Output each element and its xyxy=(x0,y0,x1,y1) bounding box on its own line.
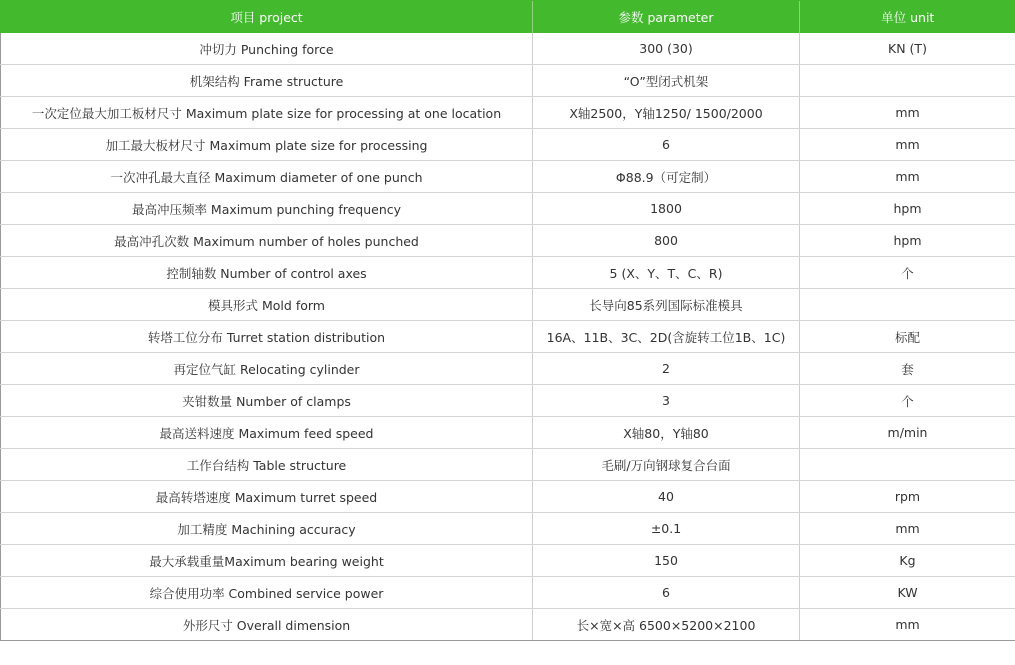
project-cell: 加工精度 Machining accuracy xyxy=(1,513,533,545)
table-row xyxy=(1,417,1015,449)
project-cell: 工作台结构 Table structure xyxy=(1,449,533,481)
unit-cell: mm xyxy=(800,129,1015,161)
parameter-cell: 40 xyxy=(533,481,800,513)
project-cell: 转塔工位分布 Turret station distribution xyxy=(1,321,533,353)
parameter-cell: “O”型闭式机架 xyxy=(533,65,800,97)
parameter-cell: 150 xyxy=(533,545,800,577)
table-row xyxy=(1,449,1015,481)
parameter-cell: 300 (30) xyxy=(533,33,800,65)
unit-cell: 个 xyxy=(800,257,1015,289)
parameter-cell: X轴2500，Y轴1250/ 1500/2000 xyxy=(533,97,800,129)
project-cell: 控制轴数 Number of control axes xyxy=(1,257,533,289)
project-cell: 一次定位最大加工板材尺寸 Maximum plate size for processing at one location xyxy=(1,97,533,129)
table-row xyxy=(1,353,1015,385)
table-row xyxy=(1,161,1015,193)
unit-cell: mm xyxy=(800,97,1015,129)
table-header xyxy=(1,1,1015,34)
unit-cell: 个 xyxy=(800,385,1015,417)
table-row xyxy=(1,65,1015,97)
parameter-cell: 6 xyxy=(533,129,800,161)
unit-cell: 标配 xyxy=(800,321,1015,353)
table-row xyxy=(1,481,1015,513)
unit-cell: KN (T) xyxy=(800,33,1015,65)
header-unit: 单位 unit xyxy=(800,1,1015,34)
table-row xyxy=(1,385,1015,417)
project-cell: 一次冲孔最大直径 Maximum diameter of one punch xyxy=(1,161,533,193)
table-row xyxy=(1,577,1015,609)
project-cell: 最高冲孔次数 Maximum number of holes punched xyxy=(1,225,533,257)
project-cell: 最高送料速度 Maximum feed speed xyxy=(1,417,533,449)
header-project: 项目 project xyxy=(1,1,533,34)
parameter-cell: 5 (X、Y、T、C、R) xyxy=(533,257,800,289)
project-cell: 机架结构 Frame structure xyxy=(1,65,533,97)
project-cell: 夹钳数量 Number of clamps xyxy=(1,385,533,417)
table-row xyxy=(1,257,1015,289)
unit-cell: mm xyxy=(800,513,1015,545)
parameter-cell: 长×宽×高 6500×5200×2100 xyxy=(533,609,800,641)
unit-cell xyxy=(800,65,1015,97)
project-cell: 模具形式 Mold form xyxy=(1,289,533,321)
table-row xyxy=(1,193,1015,225)
project-cell: 冲切力 Punching force xyxy=(1,33,533,65)
table-row xyxy=(1,289,1015,321)
project-cell: 外形尺寸 Overall dimension xyxy=(1,609,533,641)
unit-cell: m/min xyxy=(800,417,1015,449)
table-row xyxy=(1,33,1015,65)
parameter-cell: 16A、11B、3C、2D(含旋转工位1B、1C) xyxy=(533,321,800,353)
project-cell: 最高转塔速度 Maximum turret speed xyxy=(1,481,533,513)
parameter-cell: 1800 xyxy=(533,193,800,225)
unit-cell xyxy=(800,289,1015,321)
table-row xyxy=(1,225,1015,257)
table-row xyxy=(1,609,1015,641)
unit-cell: rpm xyxy=(800,481,1015,513)
project-cell: 综合使用功率 Combined service power xyxy=(1,577,533,609)
project-cell: 再定位气缸 Relocating cylinder xyxy=(1,353,533,385)
parameter-cell: ±0.1 xyxy=(533,513,800,545)
unit-cell: mm xyxy=(800,609,1015,641)
parameter-cell: X轴80，Y轴80 xyxy=(533,417,800,449)
unit-cell: 套 xyxy=(800,353,1015,385)
table-body xyxy=(1,33,1015,641)
table-row xyxy=(1,97,1015,129)
unit-cell: KW xyxy=(800,577,1015,609)
parameter-cell: 3 xyxy=(533,385,800,417)
unit-cell: Kg xyxy=(800,545,1015,577)
parameter-cell: 长导向85系列国际标准模具 xyxy=(533,289,800,321)
table-row xyxy=(1,513,1015,545)
table-row xyxy=(1,321,1015,353)
unit-cell: mm xyxy=(800,161,1015,193)
parameter-cell: 800 xyxy=(533,225,800,257)
header-parameter: 参数 parameter xyxy=(533,1,800,34)
table-row xyxy=(1,129,1015,161)
parameter-cell: Φ88.9（可定制） xyxy=(533,161,800,193)
parameter-cell: 2 xyxy=(533,353,800,385)
parameter-cell: 6 xyxy=(533,577,800,609)
unit-cell xyxy=(800,449,1015,481)
unit-cell: hpm xyxy=(800,193,1015,225)
table-row xyxy=(1,545,1015,577)
unit-cell: hpm xyxy=(800,225,1015,257)
project-cell: 加工最大板材尺寸 Maximum plate size for processing xyxy=(1,129,533,161)
parameter-cell: 毛刷/万向钢球复合台面 xyxy=(533,449,800,481)
project-cell: 最大承载重量Maximum bearing weight xyxy=(1,545,533,577)
project-cell: 最高冲压频率 Maximum punching frequency xyxy=(1,193,533,225)
header-row xyxy=(1,1,1015,34)
